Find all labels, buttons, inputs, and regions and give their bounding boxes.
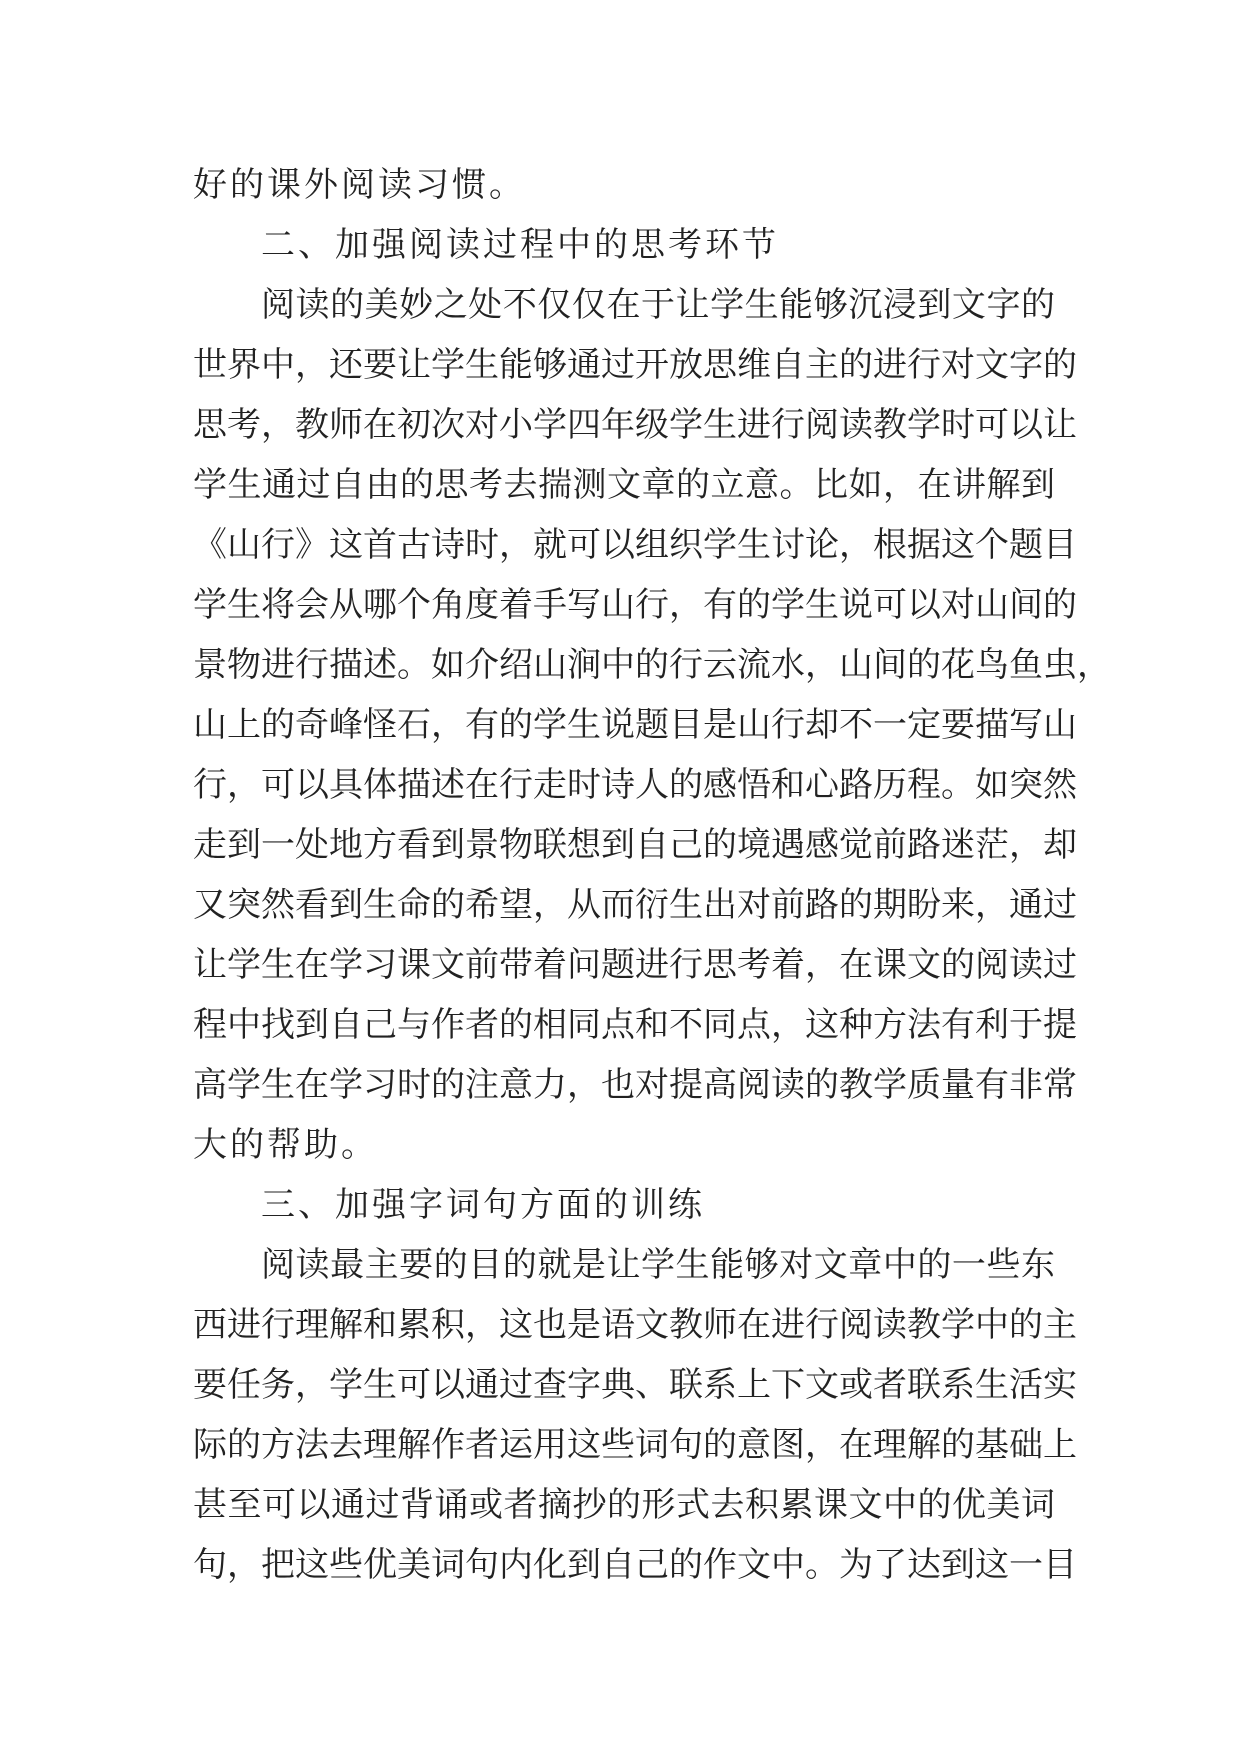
paragraph-line: 学生通过自由的思考去揣测文章的立意。比如，在讲解到 xyxy=(193,465,1055,505)
paragraph-line: 高学生在学习时的注意力，也对提高阅读的教学质量有非常 xyxy=(193,1065,1077,1105)
paragraph-line: 山上的奇峰怪石，有的学生说题目是山行却不一定要描写山 xyxy=(193,705,1077,745)
paragraph-line: 学生将会从哪个角度着手写山行，有的学生说可以对山间的 xyxy=(193,585,1077,625)
paragraph-line: 又突然看到生命的希望，从而衍生出对前路的期盼来，通过 xyxy=(193,885,1077,925)
body-text xyxy=(193,155,1111,1595)
paragraph-line: 走到一处地方看到景物联想到自己的境遇感觉前路迷茫，却 xyxy=(193,825,1077,865)
paragraph-line: 大的帮助。 xyxy=(193,1125,378,1165)
paragraph-line: 世界中，还要让学生能够通过开放思维自主的进行对文字的 xyxy=(193,345,1077,385)
section-heading: 三、加强字词句方面的训练 xyxy=(261,1185,705,1225)
paragraph-line: 阅读的美妙之处不仅仅在于让学生能够沉浸到文字的 xyxy=(261,285,1055,325)
paragraph-line: 思考，教师在初次对小学四年级学生进行阅读教学时可以让 xyxy=(193,405,1077,445)
paragraph-line: 《山行》这首古诗时，就可以组织学生讨论，根据这个题目 xyxy=(193,525,1077,565)
paragraph-line: 让学生在学习课文前带着问题进行思考着，在课文的阅读过 xyxy=(193,945,1077,985)
section-heading: 二、加强阅读过程中的思考环节 xyxy=(261,225,779,265)
paragraph-line: 际的方法去理解作者运用这些词句的意图，在理解的基础上 xyxy=(193,1425,1077,1465)
paragraph-line: 西进行理解和累积，这也是语文教师在进行阅读教学中的主 xyxy=(193,1305,1077,1345)
paragraph-line: 句，把这些优美词句内化到自己的作文中。为了达到这一目 xyxy=(193,1545,1077,1585)
paragraph-line: 甚至可以通过背诵或者摘抄的形式去积累课文中的优美词 xyxy=(193,1485,1055,1525)
paragraph-line: 行，可以具体描述在行走时诗人的感悟和心路历程。如突然 xyxy=(193,765,1077,805)
paragraph-line: 好的课外阅读习惯。 xyxy=(193,165,526,205)
paragraph-line: 阅读最主要的目的就是让学生能够对文章中的一些东 xyxy=(261,1245,1055,1285)
paragraph-line: 要任务，学生可以通过查字典、联系上下文或者联系生活实 xyxy=(193,1365,1077,1405)
paragraph-line: 景物进行描述。如介绍山涧中的行云流水，山间的花鸟鱼虫， xyxy=(193,645,1111,685)
paragraph-line: 程中找到自己与作者的相同点和不同点，这种方法有利于提 xyxy=(193,1005,1077,1045)
